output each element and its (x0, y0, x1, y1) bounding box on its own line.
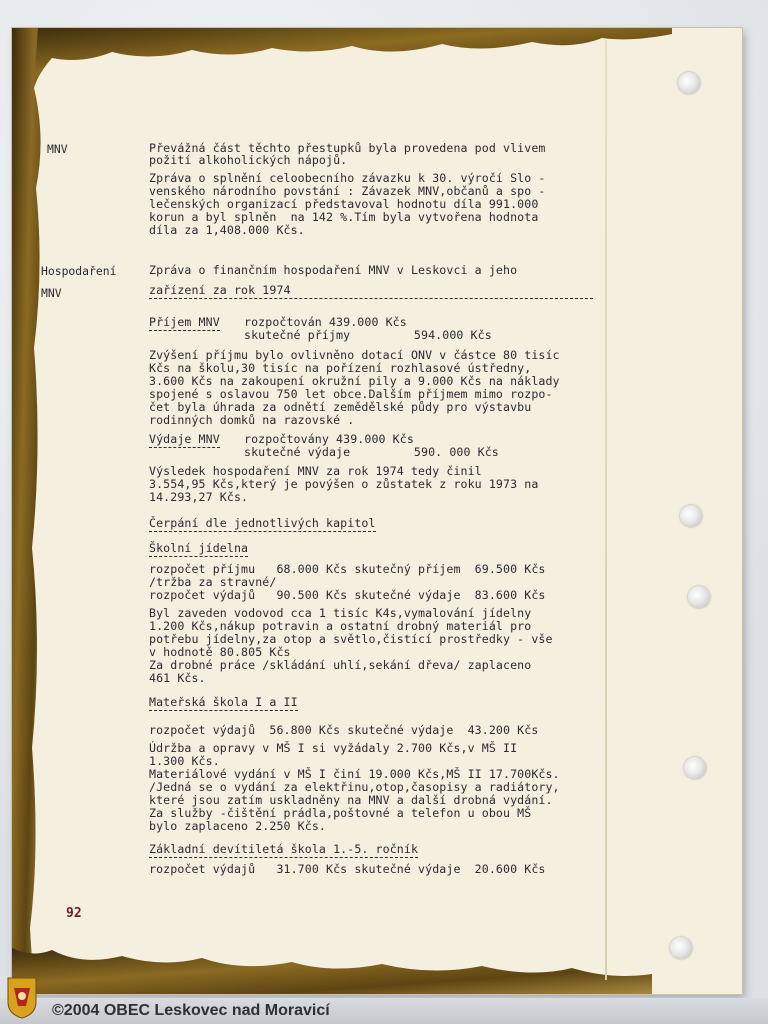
text-line: spojené s oslavou 750 let obce.Dalším příjmem mimo rozpo- (149, 387, 553, 401)
page-number: 92 (66, 906, 82, 921)
text-line: Byl zaveden vodovod cca 1 tisíc K4s,vymalování jídelny (149, 606, 532, 620)
punch-hole (678, 72, 700, 94)
text-line: Za služby -čištění prádla,poštovné a telefon u obou MŠ (149, 806, 532, 820)
text-line: požití alkoholických nápojů. (149, 153, 348, 167)
section-heading: zařízení za rok 1974 (149, 284, 593, 299)
punch-hole (684, 757, 706, 779)
text-line: korun a byl splněn na 142 %.Tím byla vytvořena hodnota (149, 210, 539, 224)
section-heading: Základní devítiletá škola 1.-5. ročník (149, 842, 419, 856)
text-line: lečenských organizací představoval hodnotu díla 991.000 (149, 197, 539, 211)
text-line: rodinných domků na razovské . (149, 413, 355, 427)
text-line: čet byla úhrada za odnětí zemědělské půdy pro výstavbu (149, 400, 532, 414)
text-line: díla za 1,408.000 Kčs. (149, 223, 305, 237)
text-line: Převážná část těchto přestupků byla provedena pod vlivem (149, 141, 546, 155)
text-line: Materiálové vydání v MŠ I činí 19.000 Kčs,MŠ II 17.700Kčs. (149, 767, 560, 781)
text-line: rozpočet příjmu 68.000 Kčs skutečný příjem 69.500 Kčs (149, 562, 546, 576)
text-line: 1.300 Kčs. (149, 754, 220, 768)
text-line: 1.200 Kčs,nákup potravin a ostatní drobný materiál pro (149, 619, 532, 633)
text-line: rozpočet výdajů 31.700 Kčs skutečné výdaje 20.600 Kčs (149, 862, 546, 876)
text-line: Výsledek hospodaření MNV za rok 1974 tedy činil (149, 464, 482, 478)
text-line: rozpočet výdajů 56.800 Kčs skutečné výdaje 43.200 Kčs (149, 723, 539, 737)
margin-label-hospodareni: Hospodaření (41, 264, 117, 278)
text-line: /tržba za stravné/ (149, 575, 277, 589)
text-line: /Jedná se o vydání za elektřinu,otop,časopisy a radiátory, (149, 780, 560, 794)
footer-copyright: ©2004 OBEC Leskovec nad Moravicí (52, 1002, 330, 1019)
text-line: 3.600 Kčs na zakoupení okružní pily a 9.000 Kčs na náklady (149, 374, 560, 388)
section-heading: Čerpání dle jednotlivých kapitol (149, 516, 376, 530)
section-heading: Mateřská škola I a II (149, 695, 298, 709)
text-line: venského národního povstání : Závazek MNV,občanů a spo - (149, 184, 546, 198)
margin-label-mnv: MNV (47, 142, 68, 156)
text-line: bylo zaplaceno 2.250 Kčs. (149, 819, 327, 833)
text-line: skutečné příjmy 594.000 Kčs (244, 328, 492, 342)
text-line: 14.293,27 Kčs. (149, 490, 249, 504)
margin-label-mnv-2: MNV (41, 286, 62, 300)
text-line: Zvýšení příjmu bylo ovlivněno dotací ONV v částce 80 tisíc (149, 348, 560, 362)
crest-icon (6, 976, 38, 1020)
text-line: rozpočtován 439.000 Kčs (244, 315, 407, 329)
text-line: potřebu jídelny,za otop a světlo,čistící prostředky - vše (149, 632, 553, 646)
vydaje-label: Výdaje MNV (149, 432, 220, 446)
punch-hole (680, 505, 702, 527)
prijem-label: Příjem MNV (149, 315, 220, 329)
punch-hole (670, 937, 692, 959)
text-line: Kčs na školu,30 tisíc na pořízení rozhlasové ústředny, (149, 361, 532, 375)
text-line: 461 Kčs. (149, 671, 206, 685)
text-line: rozpočtovány 439.000 Kčs (244, 432, 414, 446)
text-line: skutečné výdaje 590. 000 Kčs (244, 445, 499, 459)
text-line: 3.554,95 Kčs,který je povýšen o zůstatek z roku 1973 na (149, 477, 539, 491)
text-line: které jsou zatím uskladněny na MNV a další drobná vydání. (149, 793, 553, 807)
text-line: Zpráva o finančním hospodaření MNV v Leskovci a jeho (149, 263, 518, 277)
text-line: Zpráva o splnění celoobecního závazku k 30. výročí Slo - (149, 171, 546, 185)
page-fold-line (605, 40, 607, 980)
text-line: v hodnotě 80.805 Kčs (149, 645, 291, 659)
text-line: Za drobné práce /skládání uhlí,sekání dřeva/ zaplaceno (149, 658, 532, 672)
text-line: rozpočet výdajů 90.500 Kčs skutečné výdaje 83.600 Kčs (149, 588, 546, 602)
text-line: Údržba a opravy v MŠ I si vyžádaly 2.700 Kčs,v MŠ II (149, 741, 518, 755)
section-heading: Školní jídelna (149, 541, 249, 555)
punch-hole (688, 586, 710, 608)
